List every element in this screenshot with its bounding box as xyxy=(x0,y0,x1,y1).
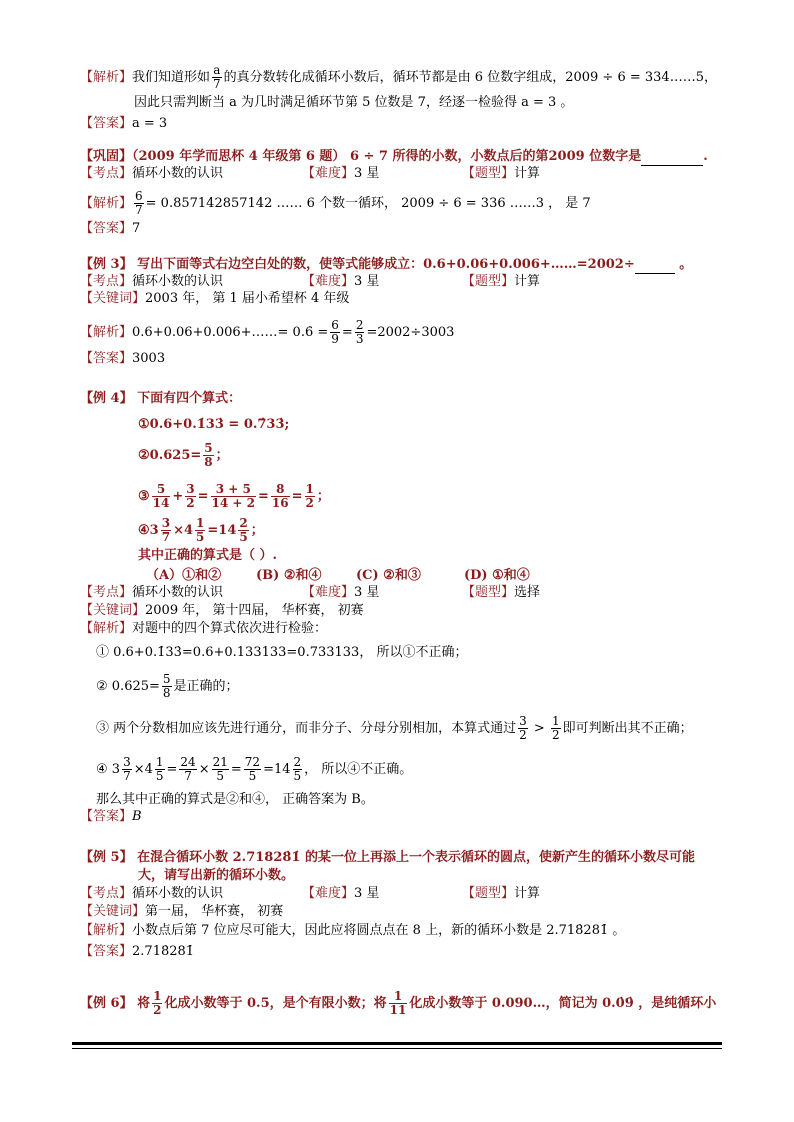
meta-row: 【考点】循环小数的认识 【难度】3 星 【题型】选择 xyxy=(80,585,541,600)
option-c: (C) ②和③ xyxy=(356,568,421,583)
analysis-row xyxy=(80,64,717,91)
answer-row: 【答案】B xyxy=(80,809,142,824)
analysis-item-1: ① 0.6+0.1̇33̇=0.6+0.133133=0.733133， 所以①不正确； xyxy=(96,645,468,660)
answer-label: 【答案】 xyxy=(80,116,133,131)
example-4-title: 【例 4】 下面有四个算式： xyxy=(80,391,242,406)
answer-row: 【答案】3003 xyxy=(80,351,166,366)
keyword-row: 【关键词】2003 年， 第 1 届小希望杯 4 年级 xyxy=(80,291,350,306)
keyword-row: 【关键词】第一届， 华杯赛， 初赛 xyxy=(80,904,284,919)
answer-blank xyxy=(635,259,675,274)
option-b: (B) ②和④ xyxy=(256,568,322,583)
example-5-title: 【例 5】 在混合循环小数 2.71828̇1̇ 的某一位上再添上一个表示循环的圆点，使新产生的循环小数尽可能 xyxy=(80,850,696,865)
gonggu-title: 【巩固】（2009 年学而思杯 4 年级第 6 题） 6 ÷ 7 所得的小数，小数点后的第2009 位数字是 . xyxy=(80,149,708,164)
formula-4: ④3 $\frac{3}{7}$ ×4 $\frac{1}{5}$ =14 $\frac{2}{5}$ ； xyxy=(138,516,264,544)
analysis-item-3: ③ 两个分数相加应该先进行通分，而非分子、分母分别相加，本算式通过 $\frac{3}{2}$ > $\frac{1}{2}$ 即可判断出其不正确； xyxy=(96,714,693,742)
example-6-title: 【例 6】 将 $\frac{1}{2}$ 化成小数等于 0.5，是个有限小数；将 $\frac{1}{11}$ 化成小数等于 0.090…，简记为 0.0̇9̇ ，是纯循环小 xyxy=(80,989,717,1017)
answer-blank xyxy=(641,151,703,166)
answer-row: 【答案】7 xyxy=(80,221,141,236)
footer-rule-thin xyxy=(72,1048,722,1049)
answer-row xyxy=(80,115,167,133)
analysis-row: 【解析】 $\frac{6}{7}$ = 0.857142857142 …… 6 个数一循环， 2009 ÷ 6 = 336 ……3 ， 是 7 xyxy=(80,189,591,217)
keyword-row: 【关键词】2009 年， 第十四届， 华杯赛， 初赛 xyxy=(80,603,364,618)
question-text: 其中正确的算式是（ ）. xyxy=(138,548,278,563)
meta-row: 【考点】循环小数的认识 【难度】3 星 【题型】计算 xyxy=(80,886,541,901)
answer-row: 【答案】2.718̇281̇ xyxy=(80,944,195,959)
example-5-title-cont: 大，请写出新的循环小数。 xyxy=(138,868,295,883)
fraction: $\frac{6}{7}$ xyxy=(135,189,143,217)
analysis-text: 的真分数转化成循环小数后，循环节都是由 6 位数字组成，2009 ÷ 6 = 334……5， xyxy=(223,70,717,85)
analysis-row: 【解析】0.6+0.06+0.006+……= 0.6̇ = $\frac{6}{9}$ = $\frac{2}{3}$ =2002÷3003 xyxy=(80,318,455,346)
option-d: (D) ①和④ xyxy=(464,568,530,583)
analysis-item-4: ④ 3 $\frac{3}{7}$ ×4 $\frac{1}{5}$ = $\frac{24}{7}$ × $\frac{21}{5}$ = $\frac{72}{5}$ =14 $\frac{2}{5}$ ， 所以④不正确。 xyxy=(96,755,413,783)
option-a: （A）①和② xyxy=(146,568,222,583)
analysis-text: 我们知道形如 xyxy=(132,70,211,85)
fraction: $\frac{a}{7}$ xyxy=(213,63,221,91)
formula-1: ①0.6+0.1̇33̇ = 0.7̇33̇; xyxy=(138,417,290,432)
example-3-title: 【例 3】 写出下面等式右边空白处的数，使等式能够成立：0.6+0.06+0.006+……=2002÷ 。 xyxy=(80,257,693,272)
answer-text: a = 3 xyxy=(132,116,168,131)
conclusion-text: 那么其中正确的算式是②和④， 正确答案为 B。 xyxy=(96,792,374,807)
formula-3: ③ $\frac{5}{14}$ + $\frac{3}{2}$ = $\frac{3 + 5}{14 + 2}$ = $\frac{8}{16}$ = $\frac{1}{2}$ ； xyxy=(138,482,330,510)
analysis-label: 【解析】 xyxy=(80,70,133,85)
analysis-text: 因此只需判断当 a 为几时满足循环节第 5 位数是 7，经逐一检验得 a = 3 。 xyxy=(134,95,574,110)
meta-row: 【考点】循环小数的认识 【难度】3 星 【题型】计算 xyxy=(80,274,541,289)
formula-2: ②0.625= $\frac{5}{8}$ ； xyxy=(138,441,229,469)
analysis-item-2: ② 0.625= $\frac{5}{8}$ 是正确的； xyxy=(96,672,239,700)
analysis-row: 【解析】小数点后第 7 位应尽可能大，因此应将圆点点在 8 上，新的循环小数是 2.718̇281̇ 。 xyxy=(80,923,626,938)
meta-row: 【考点】循环小数的认识 【难度】3 星 【题型】计算 xyxy=(80,166,541,181)
footer-rule-thick xyxy=(72,1042,722,1045)
analysis-row: 【解析】对题中的四个算式依次进行检验： xyxy=(80,621,328,636)
